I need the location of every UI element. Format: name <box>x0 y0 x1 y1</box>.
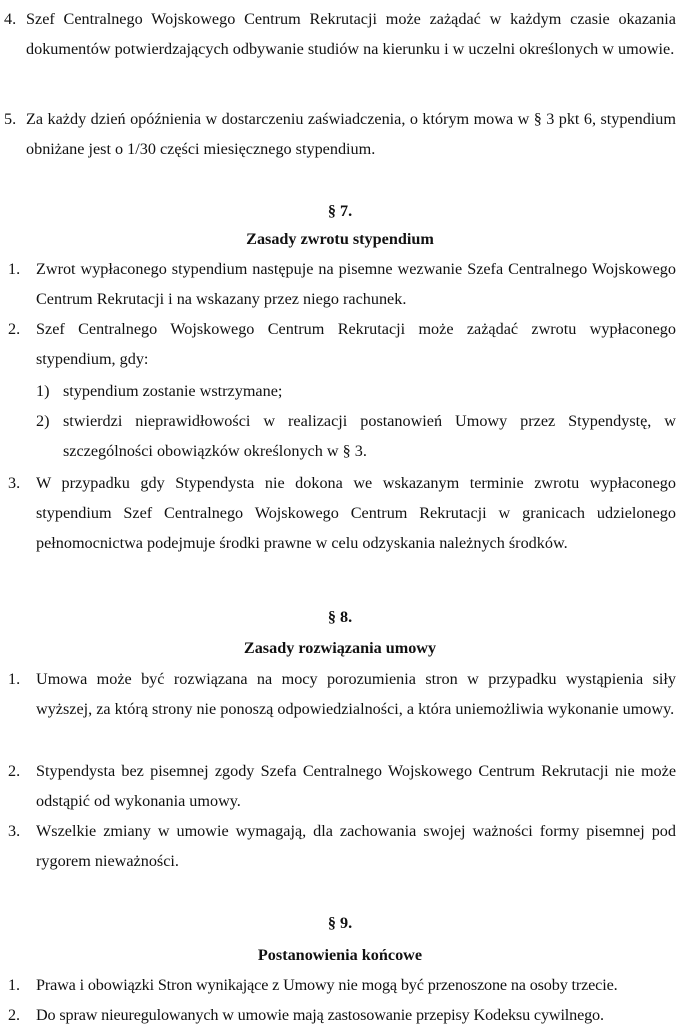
section-8-heading: § 8. <box>327 608 353 626</box>
section-7-heading: § 7. <box>327 202 353 220</box>
section-9-title: Postanowienia końcowe <box>257 946 423 964</box>
item-text: W przypadku gdy Stypendysta nie dokona we wskazanym terminie zwrotu wypłaconego stypendium Szef Centralnego Wojskowego Centrum Rekrutacji w granicach udzielonego pełnomocnictwa podejmuje środki prawne w celu odzyskania należnych środków. <box>36 474 676 552</box>
item-number: 2. <box>8 1006 20 1024</box>
section-9-item-1 <box>8 970 680 1000</box>
section-8-item-1 <box>8 664 676 724</box>
section-8-item-2 <box>8 756 676 816</box>
subitem-text: stwierdzi nieprawidłowości w realizacji postanowień Umowy przez Stypendystę, w szczególności obowiązków określonych w § 3. <box>63 412 676 460</box>
section-9-heading: § 9. <box>327 914 353 932</box>
item-text: Prawa i obowiązki Stron wynikające z Umowy nie mogą być przenoszone na osoby trzecie. <box>36 976 618 994</box>
section-7-title: Zasady zwrotu stypendium <box>246 230 434 248</box>
section-7-subitem-2 <box>36 406 676 466</box>
subitem-number: 2) <box>36 412 50 430</box>
item-number: 3. <box>8 822 21 840</box>
section-8-item-3 <box>8 816 676 876</box>
item-number: 4. <box>4 10 17 28</box>
item-text: Zwrot wypłaconego stypendium następuje na pisemne wezwanie Szefa Centralnego Wojskowego Centrum Rekrutacji i na wskazany przez niego rachunek. <box>36 260 676 308</box>
list-item-4 <box>4 4 676 64</box>
item-text: Do spraw nieuregulowanych w umowie mają zastosowanie przepisy Kodeksu cywilnego. <box>36 1006 604 1024</box>
section-9-item-2 <box>8 1000 680 1030</box>
item-text: Stypendysta bez pisemnej zgody Szefa Centralnego Wojskowego Centrum Rekrutacji nie może odstąpić od wykonania umowy. <box>36 762 676 810</box>
item-text: Za każdy dzień opóźnienia w dostarczeniu zaświadczenia, o którym mowa w § 3 pkt 6, stypendium obniżane jest o 1/30 części miesięcznego stypendium. <box>26 110 676 158</box>
item-text: Szef Centralnego Wojskowego Centrum Rekrutacji może zażądać w każdym czasie okazania dokumentów potwierdzających odbywanie studiów na kierunku i w uczelni określonych w umowie. <box>26 10 676 58</box>
section-8-title: Zasady rozwiązania umowy <box>243 639 437 657</box>
item-number: 3. <box>8 474 21 492</box>
item-text: Umowa może być rozwiązana na mocy porozumienia stron w przypadku wystąpienia siły wyższej, za którą strony nie ponoszą odpowiedzialności, a która uniemożliwia wykonanie umowy. <box>36 670 676 718</box>
subitem-text: stypendium zostanie wstrzymane; <box>63 382 283 400</box>
section-7-subitem-1 <box>36 376 676 406</box>
item-text: Szef Centralnego Wojskowego Centrum Rekrutacji może zażądać zwrotu wypłaconego stypendium, gdy: <box>36 320 676 368</box>
item-number: 2. <box>8 320 21 338</box>
item-number: 1. <box>8 670 21 688</box>
item-number: 1. <box>8 976 20 994</box>
item-text: Wszelkie zmiany w umowie wymagają, dla zachowania swojej ważności formy pisemnej pod rygorem nieważności. <box>36 822 676 870</box>
section-7-item-2 <box>8 314 676 374</box>
subitem-number: 1) <box>36 382 50 400</box>
list-item-5 <box>4 104 676 164</box>
section-7-item-3 <box>8 468 676 558</box>
item-number: 5. <box>4 110 17 128</box>
item-number: 1. <box>8 260 21 278</box>
section-7-item-1 <box>8 254 676 314</box>
item-number: 2. <box>8 762 21 780</box>
